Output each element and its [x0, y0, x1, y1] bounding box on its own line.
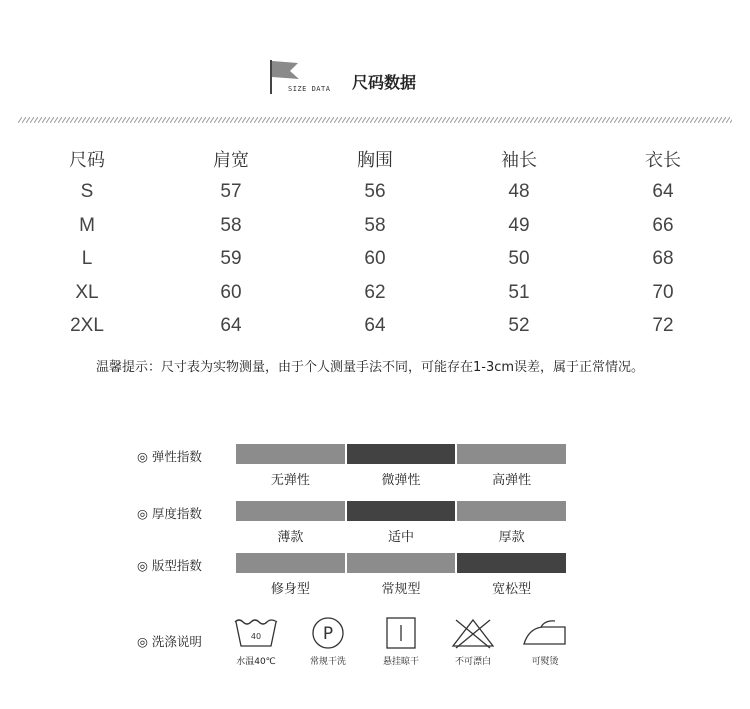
care-item [366, 616, 436, 667]
elasticity-option: 无弹性 [270, 473, 310, 488]
table-cell: S [80, 181, 94, 203]
table-cell: 57 [220, 181, 242, 203]
table-cell: M [79, 214, 95, 236]
thickness-bar [457, 501, 566, 521]
fit-options [236, 578, 566, 597]
table-cell: 60 [220, 281, 242, 303]
table-cell: 59 [220, 248, 242, 270]
table-cell: 70 [652, 281, 674, 303]
care-item [221, 616, 291, 667]
fit-option: 常规型 [381, 582, 421, 597]
elasticity-bar [347, 444, 456, 464]
column-header: 肩宽 [213, 149, 249, 171]
wash-40-icon [233, 616, 279, 650]
size-data-tag: SIZE DATA [288, 85, 331, 93]
table-cell: 58 [220, 214, 242, 236]
care-caption: 悬挂晾干 [382, 657, 419, 667]
care-caption: 可熨烫 [531, 657, 559, 667]
table-cell: 2XL [70, 315, 104, 337]
column-header: 衣长 [645, 149, 681, 171]
elasticity-option: 微弹性 [381, 473, 421, 488]
column-header: 袖长 [501, 149, 537, 171]
care-label: ◎ 洗涤说明 [137, 634, 202, 649]
thickness-options [236, 526, 566, 545]
wash-temp-text: 40 [250, 632, 262, 641]
thickness-option: 厚款 [498, 530, 525, 545]
fit-option: 宽松型 [492, 582, 532, 597]
table-cell: 60 [364, 248, 386, 270]
elasticity-label: ◎ 弹性指数 [137, 449, 202, 464]
size-table [15, 142, 735, 343]
table-row [15, 176, 735, 210]
table-row [15, 276, 735, 310]
elasticity-options [236, 469, 566, 488]
hatched-divider [18, 117, 732, 123]
thickness-bar [347, 501, 456, 521]
care-item [510, 616, 580, 667]
no-bleach-icon [450, 616, 496, 650]
thickness-scale [236, 501, 566, 521]
table-cell: 50 [508, 248, 530, 270]
dry-clean-icon [311, 616, 345, 650]
section-header [268, 58, 488, 98]
table-row [15, 209, 735, 243]
table-cell: 62 [364, 281, 386, 303]
fit-label: ◎ 版型指数 [137, 558, 202, 573]
fit-scale [236, 553, 566, 573]
column-header: 胸围 [357, 149, 393, 171]
table-cell: 64 [220, 315, 242, 337]
fit-bar [236, 553, 345, 573]
thickness-label: ◎ 厚度指数 [137, 506, 202, 521]
table-cell: 52 [508, 315, 530, 337]
care-caption: 水温40℃ [236, 657, 276, 667]
measurement-note: 温馨提示：尺寸表为实物测量，由于个人测量手法不同，可能存在1-3cm误差，属于正常情况。 [96, 360, 645, 375]
elasticity-scale [236, 444, 566, 464]
column-header: 尺码 [69, 149, 105, 171]
table-cell: 51 [508, 281, 530, 303]
table-cell: 48 [508, 181, 530, 203]
elasticity-bar [236, 444, 345, 464]
table-cell: 68 [652, 248, 674, 270]
table-row [15, 310, 735, 344]
elasticity-bar [457, 444, 566, 464]
fit-bar [457, 553, 566, 573]
care-item [293, 616, 363, 667]
table-cell: 49 [508, 214, 530, 236]
table-cell: 56 [364, 181, 386, 203]
elasticity-option: 高弹性 [492, 473, 532, 488]
table-cell: 58 [364, 214, 386, 236]
table-cell: XL [75, 281, 99, 303]
hang-dry-icon [384, 616, 418, 650]
table-cell: 64 [364, 315, 386, 337]
dry-clean-letter: P [322, 624, 334, 644]
thickness-bar [236, 501, 345, 521]
fit-option: 修身型 [270, 582, 310, 597]
iron-icon [521, 616, 569, 650]
table-cell: L [81, 248, 93, 270]
page-title: 尺码数据 [352, 73, 417, 92]
fit-bar [347, 553, 456, 573]
thickness-option: 薄款 [277, 530, 304, 545]
table-cell: 64 [652, 181, 674, 203]
table-header-row [15, 142, 735, 176]
table-cell: 66 [652, 214, 674, 236]
table-cell: 72 [652, 315, 674, 337]
care-item [438, 616, 508, 667]
care-caption: 不可漂白 [454, 657, 491, 667]
care-caption: 常规干洗 [309, 657, 346, 667]
table-row [15, 243, 735, 277]
thickness-option: 适中 [388, 530, 415, 545]
